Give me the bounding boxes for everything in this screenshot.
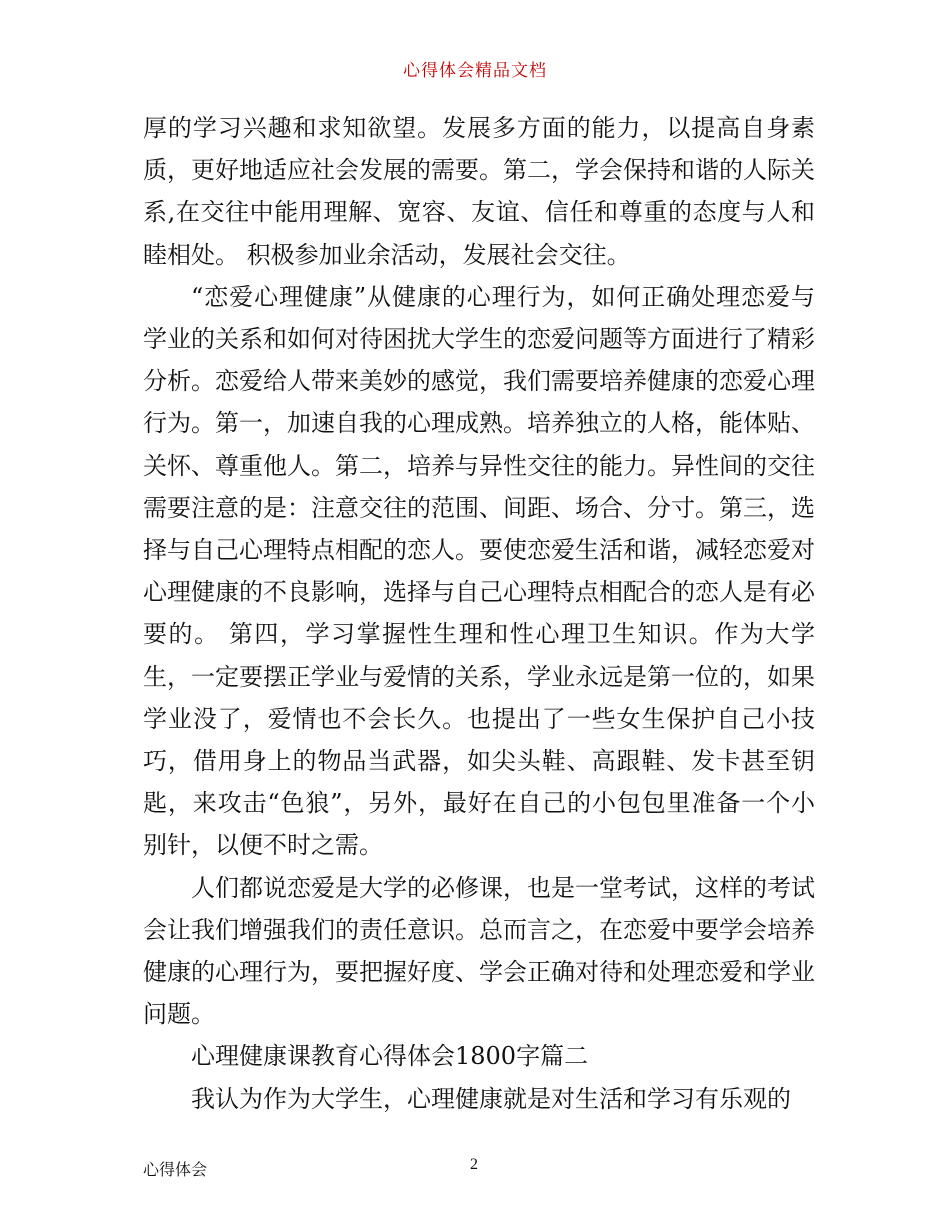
paragraph-continued: 厚的学习兴趣和求知欲望。发展多方面的能力，以提高自身素质，更好地适应社会发展的需要。第二，学会保持和谐的人际关系,在交往中能用理解、宽容、友谊、信任和尊重的态度与人和睦相处。 积极参加业余活动，发展社会交往。 (143, 114, 815, 269)
section-heading: 心理健康课教育心得体会1800字篇二 (191, 1042, 589, 1071)
paragraph-love-psychology: “恋爱心理健康”从健康的心理行为，如何正确处理恋爱与学业的关系和如何对待困扰大学生的恋爱问题等方面进行了精彩分析。恋爱给人带来美妙的感觉，我们需要培养健康的恋爱心理行为。第一，加速自我的心理成熟。培养独立的人格，能体贴、关怀、尊重他人。第二，培养与异性交往的能力。异性间的交往需要注意的是：注意交往的范围、间距、场合、分寸。第三，选择与自己心理特点相配的恋人。要使恋爱生活和谐，减轻恋爱对心理健康的不良影响，选择与自己心理特点相配合的恋人是有必要的。 第四，学习掌握性生理和性心理卫生知识。作为大学生，一定要摆正学业与爱情的关系，学业永远是第一位的，如果学业没了，爱情也不会长久。也提出了一些女生保护自己小技巧，借用身上的物品当武器，如尖头鞋、高跟鞋、发卡甚至钥匙，来攻击“色狼”，另外，最好在自己的小包包里准备一个小别针，以便不时之需。 (143, 282, 815, 860)
page-header-title: 心得体会精品文档 (403, 61, 547, 81)
page-number: 2 (470, 1156, 478, 1173)
document-body (143, 107, 815, 1120)
paragraph-part-two-start: 我认为作为大学生，心理健康就是对生活和学习有乐观的 (191, 1084, 791, 1113)
paragraph-summary: 人们都说恋爱是大学的必修课，也是一堂考试，这样的考试会让我们增强我们的责任意识。总而言之，在恋爱中要学会培养健康的心理行为，要把握好度、学会正确对待和处理恋爱和学业问题。 (143, 873, 815, 1029)
footer-label: 心得体会 (143, 1160, 208, 1179)
